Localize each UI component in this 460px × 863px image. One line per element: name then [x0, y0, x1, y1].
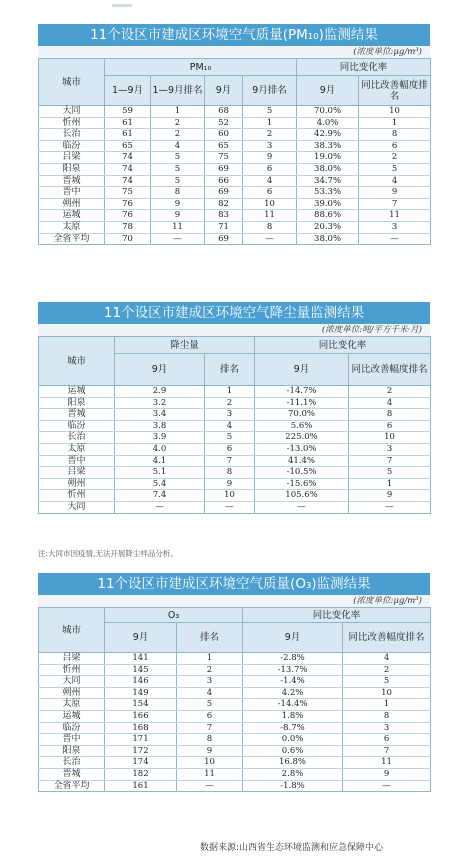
dust-header-sep-change: 9月 — [255, 354, 349, 386]
value-cell: 3.4 — [115, 409, 205, 421]
value-cell: 60 — [205, 129, 243, 141]
value-cell: 8 — [343, 710, 431, 722]
value-cell: 5 — [205, 432, 255, 444]
value-cell: 2 — [243, 129, 297, 141]
value-cell: 6 — [349, 420, 431, 432]
value-cell: 10 — [343, 687, 431, 699]
value-cell: 0.0% — [243, 734, 343, 746]
table-row — [39, 664, 431, 676]
value-cell: 2 — [359, 152, 431, 164]
value-cell: 38.3% — [297, 140, 359, 152]
value-cell: 2 — [151, 117, 205, 129]
value-cell: 6 — [343, 734, 431, 746]
table-row — [39, 163, 431, 175]
value-cell: 5 — [343, 676, 431, 688]
value-cell: 8 — [359, 129, 431, 141]
dust-table-block — [38, 302, 430, 514]
value-cell: 1 — [205, 386, 255, 398]
value-cell: 6 — [177, 710, 243, 722]
city-cell: 大同 — [39, 106, 105, 118]
o3-unit: (浓度单位:μg/m³) — [38, 595, 430, 607]
value-cell: 71 — [205, 221, 243, 233]
value-cell: 225.0% — [255, 432, 349, 444]
table-row — [39, 455, 431, 467]
table-row — [39, 187, 431, 199]
value-cell: -15.6% — [255, 478, 349, 490]
value-cell: 41.4% — [255, 455, 349, 467]
value-cell: 69 — [205, 233, 243, 245]
city-cell: 临汾 — [39, 722, 105, 734]
table-row — [39, 699, 431, 711]
value-cell: — — [151, 233, 205, 245]
city-cell: 忻州 — [39, 117, 105, 129]
dust-unit: (浓度单位:吨/平方千米·月) — [38, 324, 430, 336]
value-cell: 4 — [205, 420, 255, 432]
value-cell: 82 — [205, 198, 243, 210]
table-row — [39, 443, 431, 455]
table-row — [39, 117, 431, 129]
value-cell: 78 — [105, 221, 151, 233]
table-row-average — [39, 233, 431, 245]
city-cell: 阳泉 — [39, 397, 115, 409]
value-cell: 4.0% — [297, 117, 359, 129]
value-cell: 10 — [205, 490, 255, 502]
value-cell: 8 — [151, 187, 205, 199]
value-cell: — — [343, 780, 431, 792]
table-row — [39, 490, 431, 502]
value-cell: 145 — [105, 664, 177, 676]
value-cell: 76 — [105, 210, 151, 222]
value-cell: 141 — [105, 653, 177, 665]
value-cell: 0.6% — [243, 745, 343, 757]
value-cell: 11 — [359, 210, 431, 222]
value-cell: 149 — [105, 687, 177, 699]
value-cell: 38.0% — [297, 233, 359, 245]
value-cell: 20.3% — [297, 221, 359, 233]
dust-header-pollutant: 降尘量 — [115, 337, 255, 354]
value-cell: 172 — [105, 745, 177, 757]
city-cell: 太原 — [39, 699, 105, 711]
value-cell: 9 — [243, 152, 297, 164]
o3-table — [38, 607, 431, 792]
o3-header-improve-rank: 同比改善幅度排名 — [343, 623, 431, 653]
value-cell: — — [359, 233, 431, 245]
value-cell: 69 — [205, 187, 243, 199]
pm10-header-pollutant: PM₁₀ — [105, 59, 297, 76]
dust-title: 11个设区市建成区环境空气降尘量监测结果 — [38, 302, 430, 324]
dust-note: 注:大同市因疫情,无法开展降尘样品分析。 — [38, 549, 178, 558]
value-cell: 5 — [349, 467, 431, 479]
value-cell: 7.4 — [115, 490, 205, 502]
value-cell: — — [255, 501, 349, 513]
dust-header-city: 城市 — [39, 337, 115, 386]
table-row — [39, 467, 431, 479]
value-cell: 6 — [243, 187, 297, 199]
dust-header-sep: 9月 — [115, 354, 205, 386]
value-cell: 7 — [359, 198, 431, 210]
table-row — [39, 653, 431, 665]
value-cell: 5 — [177, 699, 243, 711]
table-row — [39, 710, 431, 722]
table-row — [39, 687, 431, 699]
city-cell: 晋城 — [39, 768, 105, 780]
value-cell: 3 — [205, 409, 255, 421]
value-cell: 10 — [243, 198, 297, 210]
table-row — [39, 221, 431, 233]
value-cell: — — [205, 501, 255, 513]
value-cell: 6 — [359, 140, 431, 152]
value-cell: 9 — [205, 478, 255, 490]
pm10-header-jan-sep: 1—9月 — [105, 76, 151, 106]
value-cell: 19.0% — [297, 152, 359, 164]
value-cell: 2.9 — [115, 386, 205, 398]
city-cell: 运城 — [39, 386, 115, 398]
table-row — [39, 478, 431, 490]
table-row — [39, 420, 431, 432]
value-cell: 69 — [205, 163, 243, 175]
value-cell: 11 — [343, 757, 431, 769]
value-cell: 161 — [105, 780, 177, 792]
table-row — [39, 386, 431, 398]
value-cell: 39.0% — [297, 198, 359, 210]
dust-header-rank: 排名 — [205, 354, 255, 386]
value-cell: 9 — [151, 210, 205, 222]
value-cell: 7 — [205, 455, 255, 467]
table-row — [39, 140, 431, 152]
value-cell: 2 — [151, 129, 205, 141]
value-cell: 5 — [359, 163, 431, 175]
table-row — [39, 501, 431, 513]
value-cell: 5.6% — [255, 420, 349, 432]
city-cell: 全省平均 — [39, 233, 105, 245]
value-cell: 75 — [105, 187, 151, 199]
value-cell: 53.3% — [297, 187, 359, 199]
value-cell: 7 — [177, 722, 243, 734]
city-cell: 吕梁 — [39, 467, 115, 479]
dust-table — [38, 336, 431, 514]
city-cell: 晋城 — [39, 409, 115, 421]
value-cell: 2.8% — [243, 768, 343, 780]
value-cell: 61 — [105, 129, 151, 141]
table-row-average — [39, 780, 431, 792]
city-cell: 长治 — [39, 432, 115, 444]
value-cell: 10 — [349, 432, 431, 444]
table-row — [39, 432, 431, 444]
city-cell: 晋中 — [39, 187, 105, 199]
value-cell: -2.8% — [243, 653, 343, 665]
table-row — [39, 409, 431, 421]
value-cell: 4 — [177, 687, 243, 699]
value-cell: 10 — [177, 757, 243, 769]
value-cell: 5 — [151, 152, 205, 164]
city-cell: 运城 — [39, 710, 105, 722]
value-cell: 3 — [243, 140, 297, 152]
city-cell: 太原 — [39, 221, 105, 233]
table-row — [39, 198, 431, 210]
table-row — [39, 722, 431, 734]
value-cell: 1 — [151, 106, 205, 118]
table-row — [39, 734, 431, 746]
value-cell: 11 — [177, 768, 243, 780]
value-cell: 59 — [105, 106, 151, 118]
value-cell: 10 — [359, 106, 431, 118]
value-cell: 8 — [205, 467, 255, 479]
value-cell: 83 — [205, 210, 243, 222]
value-cell: 9 — [177, 745, 243, 757]
value-cell: — — [177, 780, 243, 792]
value-cell: 1 — [359, 117, 431, 129]
value-cell: 3.8 — [115, 420, 205, 432]
table-row — [39, 129, 431, 141]
value-cell: -10.5% — [255, 467, 349, 479]
city-cell: 太原 — [39, 443, 115, 455]
value-cell: 66 — [205, 175, 243, 187]
value-cell: 68 — [205, 106, 243, 118]
o3-header-rank: 排名 — [177, 623, 243, 653]
value-cell: 174 — [105, 757, 177, 769]
value-cell: -13.0% — [255, 443, 349, 455]
value-cell: -1.8% — [243, 780, 343, 792]
value-cell: 2 — [177, 664, 243, 676]
value-cell: 75 — [205, 152, 243, 164]
o3-header-city: 城市 — [39, 608, 105, 653]
value-cell: 168 — [105, 722, 177, 734]
value-cell: 2 — [349, 386, 431, 398]
value-cell: -14.4% — [243, 699, 343, 711]
value-cell: 4.0 — [115, 443, 205, 455]
value-cell: 7 — [349, 455, 431, 467]
value-cell: 1.8% — [243, 710, 343, 722]
value-cell: 38.0% — [297, 163, 359, 175]
pm10-table-block — [38, 24, 430, 245]
city-cell: 晋中 — [39, 734, 105, 746]
value-cell: 70.0% — [255, 409, 349, 421]
table-row — [39, 152, 431, 164]
city-cell: 大同 — [39, 676, 105, 688]
value-cell: -11.1% — [255, 397, 349, 409]
table-row — [39, 757, 431, 769]
value-cell: 6 — [205, 443, 255, 455]
o3-header-sep: 9月 — [105, 623, 177, 653]
o3-header-sep-change: 9月 — [243, 623, 343, 653]
value-cell: 8 — [243, 221, 297, 233]
city-cell: 阳泉 — [39, 163, 105, 175]
value-cell: 9 — [359, 187, 431, 199]
value-cell: 5 — [243, 106, 297, 118]
city-cell: 全省平均 — [39, 780, 105, 792]
value-cell: — — [349, 501, 431, 513]
o3-header-pollutant: O₃ — [105, 608, 243, 623]
value-cell: 65 — [105, 140, 151, 152]
value-cell: 5 — [151, 163, 205, 175]
pm10-header-sep-rank: 9月排名 — [243, 76, 297, 106]
city-cell: 忻州 — [39, 664, 105, 676]
city-cell: 朔州 — [39, 478, 115, 490]
pm10-header-jan-sep-rank: 1—9月排名 — [151, 76, 205, 106]
city-cell: 朔州 — [39, 687, 105, 699]
value-cell: 3 — [177, 676, 243, 688]
value-cell: 2 — [205, 397, 255, 409]
value-cell: 34.7% — [297, 175, 359, 187]
value-cell: 1 — [343, 699, 431, 711]
table-row — [39, 745, 431, 757]
value-cell: 6 — [243, 163, 297, 175]
o3-header-yoy: 同比变化率 — [243, 608, 431, 623]
city-cell: 吕梁 — [39, 653, 105, 665]
value-cell: 2 — [343, 664, 431, 676]
value-cell: 171 — [105, 734, 177, 746]
value-cell: 70 — [105, 233, 151, 245]
city-cell: 晋城 — [39, 175, 105, 187]
city-cell: 临汾 — [39, 140, 105, 152]
value-cell: 61 — [105, 117, 151, 129]
value-cell: -13.7% — [243, 664, 343, 676]
value-cell: — — [243, 233, 297, 245]
city-cell: 长治 — [39, 757, 105, 769]
pm10-header-improve-rank: 同比改善幅度排名 — [359, 76, 431, 106]
value-cell: 4 — [243, 175, 297, 187]
value-cell: 3.2 — [115, 397, 205, 409]
dust-header-improve-rank: 同比改善幅度排名 — [349, 354, 431, 386]
top-mark — [112, 4, 132, 7]
value-cell: 3 — [359, 221, 431, 233]
city-cell: 阳泉 — [39, 745, 105, 757]
value-cell: 65 — [205, 140, 243, 152]
o3-table-block — [38, 573, 430, 792]
value-cell: 3 — [349, 443, 431, 455]
value-cell: 166 — [105, 710, 177, 722]
value-cell: 4.2% — [243, 687, 343, 699]
value-cell: 52 — [205, 117, 243, 129]
pm10-header-yoy: 同比变化率 — [297, 59, 431, 76]
city-cell: 大同 — [39, 501, 115, 513]
value-cell: 11 — [151, 221, 205, 233]
value-cell: 8 — [177, 734, 243, 746]
city-cell: 长治 — [39, 129, 105, 141]
value-cell: 9 — [343, 768, 431, 780]
value-cell: 74 — [105, 175, 151, 187]
city-cell: 晋中 — [39, 455, 115, 467]
value-cell: 3 — [343, 722, 431, 734]
value-cell: 4 — [343, 653, 431, 665]
value-cell: -14.7% — [255, 386, 349, 398]
value-cell: 16.8% — [243, 757, 343, 769]
value-cell: 146 — [105, 676, 177, 688]
value-cell: 74 — [105, 163, 151, 175]
value-cell: 7 — [343, 745, 431, 757]
city-cell: 临汾 — [39, 420, 115, 432]
value-cell: 105.6% — [255, 490, 349, 502]
value-cell: 5 — [151, 175, 205, 187]
pm10-header-city: 城市 — [39, 59, 105, 106]
value-cell: 9 — [151, 198, 205, 210]
value-cell: 4.1 — [115, 455, 205, 467]
value-cell: 5.1 — [115, 467, 205, 479]
pm10-header-sep-change: 9月 — [297, 76, 359, 106]
value-cell: -8.7% — [243, 722, 343, 734]
city-cell: 忻州 — [39, 490, 115, 502]
value-cell: 11 — [243, 210, 297, 222]
city-cell: 运城 — [39, 210, 105, 222]
value-cell: 4 — [359, 175, 431, 187]
pm10-title: 11个设区市建成区环境空气质量(PM₁₀)监测结果 — [38, 24, 430, 46]
pm10-table — [38, 58, 431, 245]
value-cell: 1 — [243, 117, 297, 129]
value-cell: 182 — [105, 768, 177, 780]
value-cell: 4 — [349, 397, 431, 409]
value-cell: 1 — [349, 478, 431, 490]
value-cell: 70.0% — [297, 106, 359, 118]
value-cell: 8 — [349, 409, 431, 421]
city-cell: 朔州 — [39, 198, 105, 210]
pm10-unit: (浓度单位:μg/m³) — [38, 46, 430, 58]
value-cell: 88.6% — [297, 210, 359, 222]
table-row — [39, 676, 431, 688]
value-cell: 3.9 — [115, 432, 205, 444]
value-cell: 1 — [177, 653, 243, 665]
o3-title: 11个设区市建成区环境空气质量(O₃)监测结果 — [38, 573, 430, 595]
table-row — [39, 106, 431, 118]
value-cell: — — [115, 501, 205, 513]
value-cell: 4 — [151, 140, 205, 152]
value-cell: 5.4 — [115, 478, 205, 490]
dust-header-yoy: 同比变化率 — [255, 337, 431, 354]
value-cell: 74 — [105, 152, 151, 164]
table-row — [39, 210, 431, 222]
table-row — [39, 768, 431, 780]
data-source: 数据来源:山西省生态环境监测和应急保障中心 — [200, 843, 384, 853]
value-cell: 42.9% — [297, 129, 359, 141]
table-row — [39, 175, 431, 187]
value-cell: -1.4% — [243, 676, 343, 688]
pm10-header-sep: 9月 — [205, 76, 243, 106]
value-cell: 9 — [349, 490, 431, 502]
value-cell: 76 — [105, 198, 151, 210]
value-cell: 154 — [105, 699, 177, 711]
table-row — [39, 397, 431, 409]
city-cell: 吕梁 — [39, 152, 105, 164]
